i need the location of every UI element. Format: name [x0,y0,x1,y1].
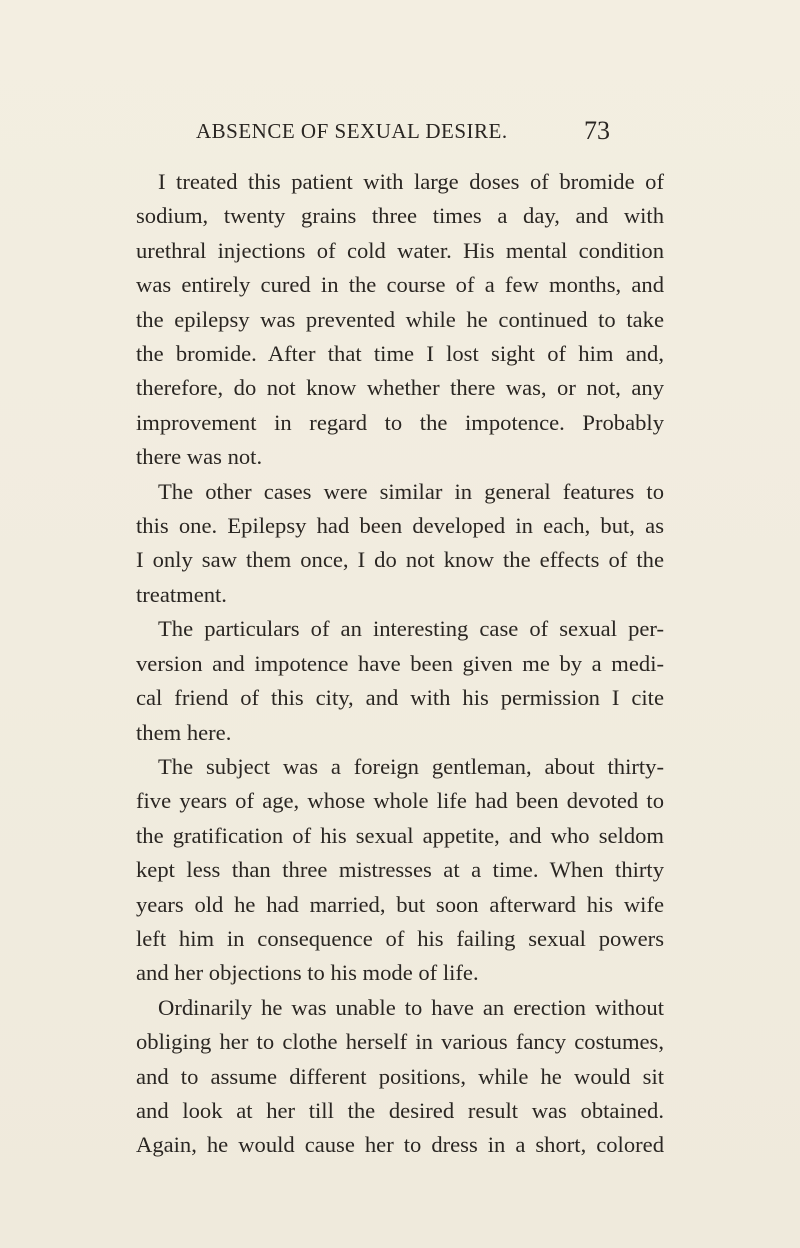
text-line: cal friend of this city, and with his permission I cite [136,685,664,711]
text-line: sodium, twenty grains three times a day, and with [136,203,664,229]
text-line: years old he had married, but soon afterward his wife [136,891,664,917]
text-line: version and impotence have been given me by a medi- [136,650,664,676]
text-line: treatment. [136,581,227,607]
running-title: ABSENCE OF SEXUAL DESIRE. [196,119,508,143]
page-number: 73 [584,116,610,145]
text-line: obliging her to clothe herself in various fancy costumes, [136,1029,664,1055]
text-line: I treated this patient with large doses of bromide of [158,169,664,194]
text-line: kept less than three mistresses at a time. When thirty [136,857,664,883]
paragraph [136,612,664,750]
text-line: The subject was a foreign gentleman, about thirty- [158,753,664,779]
text-line: and look at her till the desired result was obtained. [136,1097,664,1123]
text-line: and her objections to his mode of life. [136,960,479,986]
text-line: The other cases were similar in general features to [158,478,664,504]
paragraph [136,475,664,613]
text-line: left him in consequence of his failing sexual powers [136,925,664,951]
text-line: Ordinarily he was unable to have an erection without [158,994,664,1020]
paragraph [136,750,664,991]
text-line: I only saw them once, I do not know the effects of the [136,547,664,573]
text-line: therefore, do not know whether there was, or not, any [136,375,664,401]
text-line: the epilepsy was prevented while he continued to take [136,306,664,332]
text-line: five years of age, whose whole life had been devoted to [136,788,664,814]
text-line: and to assume different positions, while he would sit [136,1063,664,1089]
paragraph [136,991,664,1163]
body-text [136,165,664,1163]
text-line: The particulars of an interesting case of sexual per- [158,616,664,642]
text-line: Again, he would cause her to dress in a short, colored [136,1132,664,1158]
text-line: urethral injections of cold water. His mental condition [136,237,664,263]
text-line: them here. [136,719,232,745]
paragraph [136,165,664,475]
text-line: the bromide. After that time I lost sight of him and, [136,341,664,367]
text-line: the gratification of his sexual appetite, and who seldom [136,822,664,848]
running-head [0,111,800,151]
text-line: was entirely cured in the course of a few months, and [136,272,664,298]
text-line: this one. Epilepsy had been developed in each, but, as [136,513,664,539]
text-line: there was not. [136,444,263,470]
text-line: improvement in regard to the impotence. Probably [136,409,664,435]
